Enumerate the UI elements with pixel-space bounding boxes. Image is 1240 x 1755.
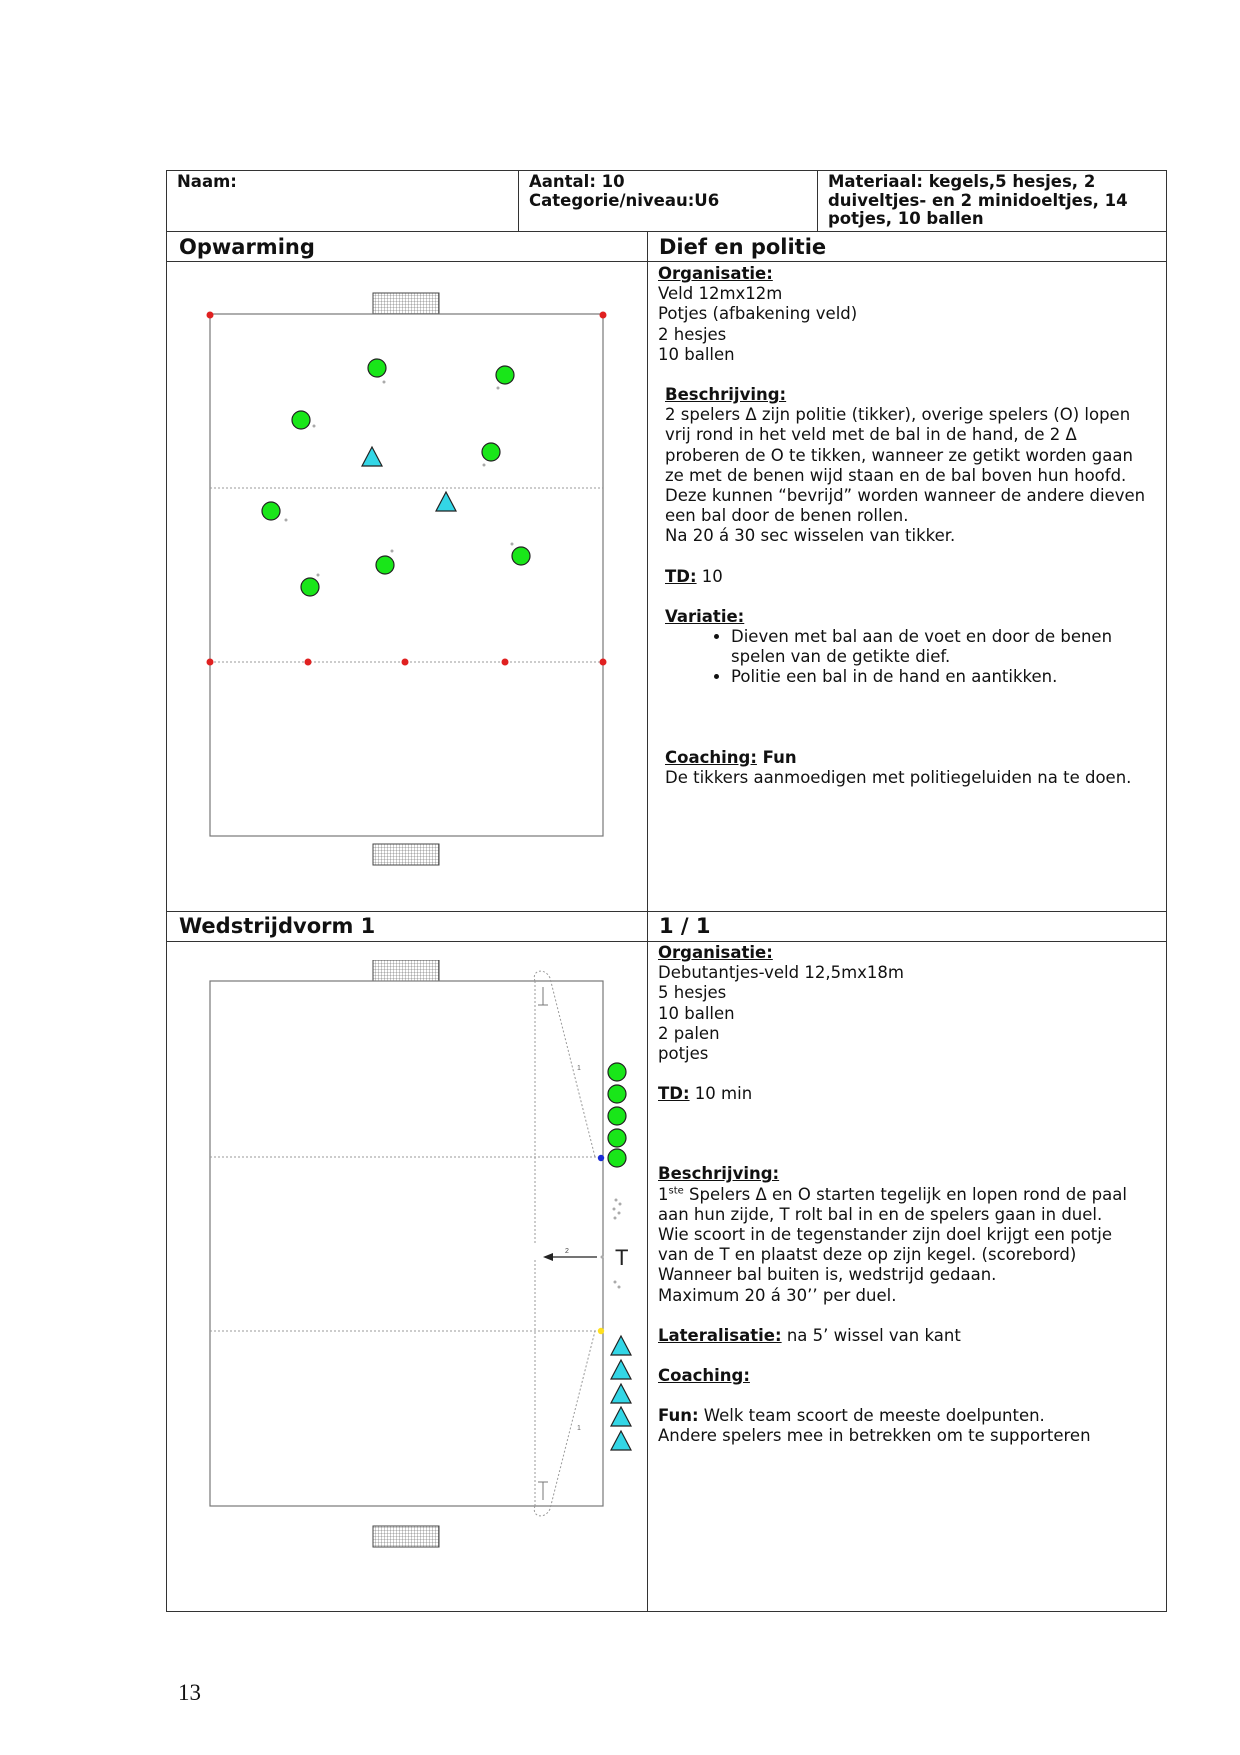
goal-bottom (373, 844, 439, 865)
org-line: 10 ballen (658, 1003, 735, 1023)
player-o (301, 578, 319, 596)
row-divider-3 (167, 941, 1166, 942)
player-delta (611, 1336, 631, 1355)
org-line: 2 palen (658, 1023, 720, 1043)
td-value: 10 min (689, 1084, 753, 1104)
ball-mark (317, 574, 320, 577)
red-cone (600, 659, 607, 666)
ball-marks (601, 1199, 622, 1289)
run-label: 1 (577, 1065, 581, 1072)
player-o (512, 547, 530, 565)
desc-line (658, 1185, 1158, 1205)
fun-value: Welk team scoort de meeste doelpunten. (698, 1406, 1045, 1426)
diagram-dief-politie (195, 280, 625, 880)
variatie-item: • Politie een bal in de hand en aantikken. (731, 667, 1158, 687)
coaching-label: Coaching: (665, 747, 757, 767)
players-o (608, 1063, 626, 1167)
players-delta (362, 447, 456, 511)
player-o (608, 1107, 626, 1125)
ratio-title: 1 / 1 (659, 914, 711, 938)
player-delta (611, 1407, 631, 1426)
td-label: TD: (658, 1084, 690, 1104)
td-line (658, 1084, 1158, 1104)
categorie-label: Categorie/niveau:U6 (529, 190, 720, 210)
field-outline (210, 314, 603, 836)
blue-cone (598, 1155, 604, 1161)
ball-mark (285, 519, 288, 522)
player-o (482, 443, 500, 461)
coaching-value: Fun (756, 747, 797, 767)
dief-politie-title: Dief en politie (659, 235, 827, 259)
desc-line: Deze kunnen “bevrijd” worden wanneer de andere dieven (665, 486, 1146, 506)
desc-line: aan hun zijde, T rolt bal in en de spelers gaan in duel. (658, 1204, 1103, 1224)
red-cone (305, 659, 312, 666)
wedstrijdvorm-title: Wedstrijdvorm 1 (179, 914, 376, 938)
desc-first-num: 1 (658, 1184, 669, 1204)
aantal-cell (519, 171, 818, 231)
ball-mark (483, 464, 486, 467)
organisatie-label: Organisatie: (658, 943, 773, 962)
desc-line: Na 20 á 30 sec wisselen van tikker. (665, 526, 956, 546)
row-divider-2 (167, 911, 1166, 912)
fun-line-2: Andere spelers mee in betrekken om te supporteren (658, 1426, 1091, 1446)
lateralisatie-label: Lateralisatie: (658, 1325, 782, 1345)
player-delta (362, 447, 382, 466)
ball-mark (618, 1212, 621, 1215)
yellow-cone (598, 1328, 604, 1334)
desc-line: 2 spelers Δ zijn politie (tikker), overige spelers (O) lopen (665, 405, 1131, 425)
pass-arrowhead (543, 1253, 553, 1261)
materiaal-cell (818, 171, 1166, 231)
player-delta (436, 492, 456, 511)
desc-line: een bal door de benen rollen. (665, 506, 909, 526)
red-cone (207, 659, 214, 666)
ball-mark (497, 387, 500, 390)
td-line (665, 567, 1158, 587)
td-label: TD: (665, 566, 697, 586)
variatie-list (665, 627, 1158, 688)
red-cone (402, 659, 409, 666)
lateralisatie-value: na 5’ wissel van kant (781, 1325, 961, 1345)
desc-line: Maximum 20 á 30’’ per duel. (658, 1285, 897, 1305)
ball-marks (285, 381, 514, 577)
desc-sup: ste (668, 1185, 684, 1197)
beschrijving-label: Beschrijving: (665, 385, 787, 405)
player-o (496, 366, 514, 384)
beschrijving-label: Beschrijving: (658, 1164, 780, 1184)
player-delta (611, 1431, 631, 1450)
desc-line: vrij rond in het veld met de bal in de hand, de 2 Δ (665, 425, 1077, 445)
desc-line: proberen de O te tikken, wanneer ze getikt worden gaan (665, 445, 1133, 465)
variatie-label: Variatie: (665, 606, 745, 626)
player-o (608, 1063, 626, 1081)
ball-mark (383, 381, 386, 384)
desc-first-rest: Spelers Δ en O starten tegelijk en lopen rond de paal (683, 1184, 1127, 1204)
fun-label: Fun: (658, 1406, 699, 1426)
ball-mark (313, 425, 316, 428)
red-cone (207, 312, 214, 319)
goal-top (373, 960, 439, 981)
desc-line: Wanneer bal buiten is, wedstrijd gedaan. (658, 1265, 997, 1285)
td-value: 10 (696, 566, 723, 586)
opwarming-title: Opwarming (179, 235, 315, 259)
section1-text (658, 264, 1158, 788)
player-o (376, 556, 394, 574)
org-line: Debutantjes-veld 12,5mx18m (658, 963, 905, 983)
ball-mark (391, 550, 394, 553)
naam-label: Naam: (177, 172, 237, 191)
field-outline (210, 981, 603, 1506)
player-o (608, 1085, 626, 1103)
player-o (608, 1129, 626, 1147)
ball-mark (614, 1281, 617, 1284)
materiaal-label: Materiaal: kegels,5 hesjes, 2 duiveltjes- en 2 minidoeltjes, 14 potjes, 10 ballen (828, 172, 1128, 228)
ball-mark (601, 1256, 604, 1259)
player-o (262, 502, 280, 520)
player-delta (611, 1384, 631, 1403)
column-divider (647, 232, 648, 1611)
pass-label: 2 (565, 1248, 569, 1255)
ball-mark (618, 1286, 621, 1289)
organisatie-label: Organisatie: (658, 264, 773, 283)
desc-line: Wie scoort in de tegenstander zijn doel krijgt een potje (658, 1225, 1112, 1245)
fun-line (658, 1406, 1158, 1426)
player-o (368, 359, 386, 377)
players-o (262, 359, 530, 596)
org-line: 2 hesjes (658, 324, 727, 344)
coaching-line (665, 748, 1158, 768)
ball-mark (614, 1217, 617, 1220)
desc-line: ze met de benen wijd staan en de bal boven hun hoofd. (665, 465, 1127, 485)
red-cone (600, 312, 607, 319)
lateralisatie-line (658, 1326, 1158, 1346)
goal-top (373, 293, 439, 314)
trainer-t: T (615, 1245, 629, 1270)
coaching-text: De tikkers aanmoedigen met politiegeluiden na te doen. (665, 767, 1132, 787)
ball-mark (615, 1199, 618, 1202)
desc-line: van de T en plaatst deze op zijn kegel. (scorebord) (658, 1245, 1077, 1265)
coaching-label: Coaching: (658, 1366, 750, 1386)
goal-bottom (373, 1526, 439, 1547)
org-line: 10 ballen (658, 344, 735, 364)
org-line: potjes (658, 1044, 709, 1064)
naam-cell (167, 171, 519, 231)
players-delta (611, 1336, 631, 1450)
diagram-wedstrijdvorm (195, 960, 645, 1560)
header-table (166, 170, 1167, 232)
org-line: Potjes (afbakening veld) (658, 304, 858, 324)
row-divider-1 (167, 261, 1166, 262)
org-line: 5 hesjes (658, 983, 727, 1003)
variatie-item: • Dieven met bal aan de voet en door de benen spelen van de getikte dief. (731, 627, 1158, 667)
ball-mark (619, 1203, 622, 1206)
org-line: Veld 12mx12m (658, 284, 783, 304)
run-label: 1 (577, 1425, 581, 1432)
player-o (608, 1149, 626, 1167)
player-delta (611, 1360, 631, 1379)
ball-mark (511, 543, 514, 546)
section2-text (658, 943, 1158, 1447)
page-number: 13 (178, 1680, 201, 1705)
player-o (292, 411, 310, 429)
aantal-label: Aantal: 10 (529, 172, 625, 191)
red-cone (502, 659, 509, 666)
ball-mark (613, 1208, 616, 1211)
